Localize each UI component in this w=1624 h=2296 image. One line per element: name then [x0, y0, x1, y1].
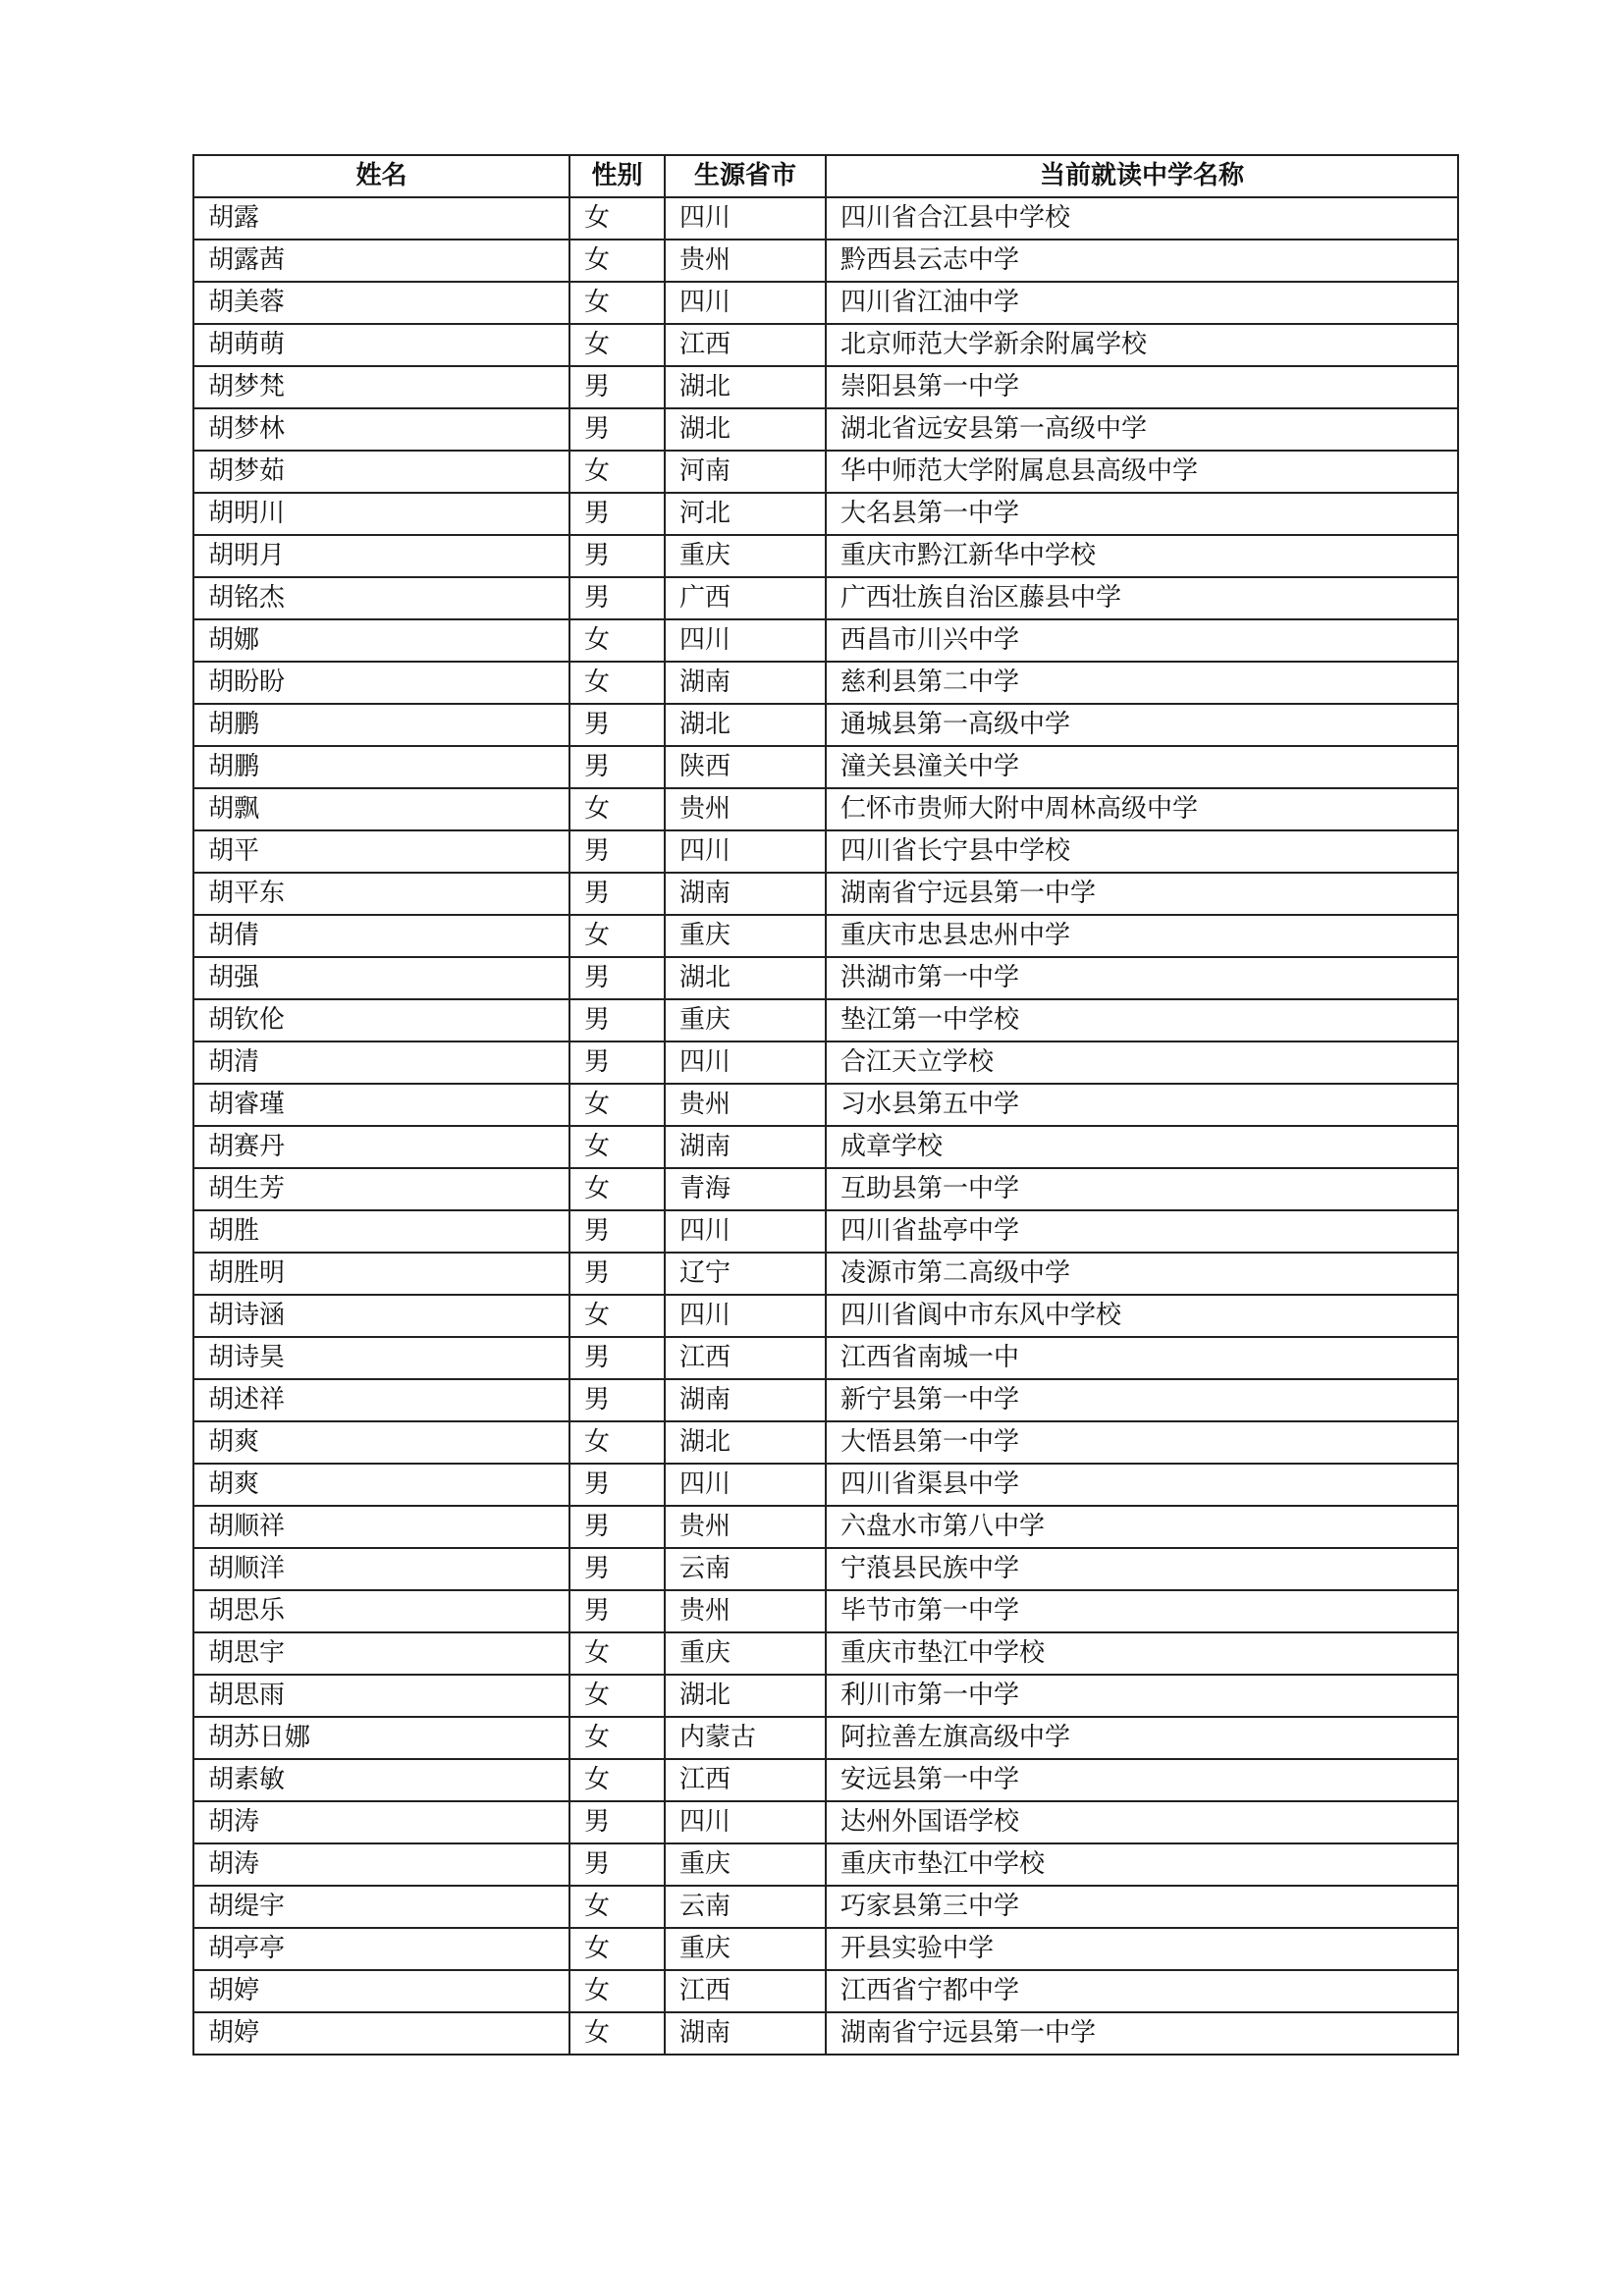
table-row: [193, 282, 1458, 324]
cell-gender: 男: [569, 704, 665, 746]
cell-school: 仁怀市贵师大附中周林高级中学: [826, 788, 1458, 830]
cell-name: 胡亭亭: [193, 1928, 569, 1970]
cell-province: 贵州: [665, 788, 826, 830]
cell-gender: 女: [569, 282, 665, 324]
cell-name: 胡诗昊: [193, 1337, 569, 1379]
cell-gender: 男: [569, 830, 665, 873]
cell-school: 四川省合江县中学校: [826, 197, 1458, 240]
table-row: [193, 746, 1458, 788]
cell-gender: 女: [569, 1168, 665, 1210]
cell-name: 胡明川: [193, 493, 569, 535]
cell-province: 湖南: [665, 1126, 826, 1168]
table-row: [193, 619, 1458, 662]
cell-gender: 女: [569, 1759, 665, 1801]
table-row: [193, 1041, 1458, 1084]
table-row: [193, 1632, 1458, 1675]
cell-gender: 女: [569, 1084, 665, 1126]
cell-province: 江西: [665, 1759, 826, 1801]
cell-gender: 女: [569, 2012, 665, 2055]
cell-gender: 女: [569, 1421, 665, 1464]
cell-name: 胡梦林: [193, 408, 569, 451]
cell-school: 黔西县云志中学: [826, 240, 1458, 282]
cell-school: 合江天立学校: [826, 1041, 1458, 1084]
cell-gender: 男: [569, 1548, 665, 1590]
cell-name: 胡诗涵: [193, 1295, 569, 1337]
cell-province: 四川: [665, 1464, 826, 1506]
cell-school: 四川省长宁县中学校: [826, 830, 1458, 873]
table-row: [193, 1801, 1458, 1843]
cell-school: 江西省宁都中学: [826, 1970, 1458, 2012]
cell-gender: 男: [569, 493, 665, 535]
cell-gender: 男: [569, 1041, 665, 1084]
cell-gender: 女: [569, 197, 665, 240]
table-row: [193, 1759, 1458, 1801]
table-row: [193, 957, 1458, 999]
cell-gender: 女: [569, 662, 665, 704]
cell-gender: 女: [569, 1886, 665, 1928]
cell-name: 胡爽: [193, 1464, 569, 1506]
cell-school: 开县实验中学: [826, 1928, 1458, 1970]
table-row: [193, 1464, 1458, 1506]
cell-gender: 女: [569, 1970, 665, 2012]
cell-province: 湖南: [665, 1379, 826, 1421]
cell-name: 胡顺祥: [193, 1506, 569, 1548]
cell-province: 贵州: [665, 1590, 826, 1632]
cell-name: 胡缇宇: [193, 1886, 569, 1928]
cell-province: 湖南: [665, 2012, 826, 2055]
cell-province: 江西: [665, 1970, 826, 2012]
cell-name: 胡涛: [193, 1843, 569, 1886]
cell-gender: 男: [569, 1843, 665, 1886]
table-row: [193, 1379, 1458, 1421]
table-row: [193, 1928, 1458, 1970]
header-school: 当前就读中学名称: [826, 155, 1458, 197]
cell-school: 大悟县第一中学: [826, 1421, 1458, 1464]
cell-province: 陕西: [665, 746, 826, 788]
cell-gender: 女: [569, 1632, 665, 1675]
cell-province: 辽宁: [665, 1253, 826, 1295]
table-row: [193, 535, 1458, 577]
cell-school: 宁蒗县民族中学: [826, 1548, 1458, 1590]
cell-province: 湖北: [665, 704, 826, 746]
cell-name: 胡鹏: [193, 746, 569, 788]
cell-province: 河南: [665, 451, 826, 493]
table-row: [193, 1168, 1458, 1210]
cell-province: 贵州: [665, 1084, 826, 1126]
table-row: [193, 1421, 1458, 1464]
cell-province: 内蒙古: [665, 1717, 826, 1759]
cell-name: 胡赛丹: [193, 1126, 569, 1168]
cell-province: 四川: [665, 1041, 826, 1084]
cell-name: 胡生芳: [193, 1168, 569, 1210]
table-row: [193, 830, 1458, 873]
table-row: [193, 1337, 1458, 1379]
table-row: [193, 999, 1458, 1041]
cell-gender: 男: [569, 577, 665, 619]
cell-name: 胡盼盼: [193, 662, 569, 704]
cell-name: 胡涛: [193, 1801, 569, 1843]
cell-gender: 女: [569, 788, 665, 830]
cell-name: 胡苏日娜: [193, 1717, 569, 1759]
table-row: [193, 1970, 1458, 2012]
table-row: [193, 451, 1458, 493]
cell-school: 巧家县第三中学: [826, 1886, 1458, 1928]
cell-name: 胡述祥: [193, 1379, 569, 1421]
table-row: [193, 366, 1458, 408]
cell-school: 四川省阆中市东风中学校: [826, 1295, 1458, 1337]
table-row: [193, 1717, 1458, 1759]
header-province: 生源省市: [665, 155, 826, 197]
cell-province: 四川: [665, 282, 826, 324]
cell-gender: 女: [569, 1126, 665, 1168]
cell-school: 凌源市第二高级中学: [826, 1253, 1458, 1295]
cell-school: 新宁县第一中学: [826, 1379, 1458, 1421]
cell-name: 胡飘: [193, 788, 569, 830]
cell-province: 湖南: [665, 662, 826, 704]
cell-name: 胡美蓉: [193, 282, 569, 324]
cell-name: 胡素敏: [193, 1759, 569, 1801]
cell-name: 胡清: [193, 1041, 569, 1084]
cell-province: 重庆: [665, 535, 826, 577]
cell-name: 胡胜: [193, 1210, 569, 1253]
cell-name: 胡思雨: [193, 1675, 569, 1717]
cell-name: 胡思乐: [193, 1590, 569, 1632]
cell-province: 四川: [665, 1210, 826, 1253]
table-row: [193, 1084, 1458, 1126]
cell-gender: 男: [569, 957, 665, 999]
table-row: [193, 2012, 1458, 2055]
table-row: [193, 1210, 1458, 1253]
cell-gender: 男: [569, 1801, 665, 1843]
cell-school: 洪湖市第一中学: [826, 957, 1458, 999]
table-row: [193, 1886, 1458, 1928]
cell-province: 湖北: [665, 408, 826, 451]
cell-gender: 男: [569, 366, 665, 408]
table-row: [193, 1590, 1458, 1632]
cell-province: 贵州: [665, 240, 826, 282]
table-row: [193, 577, 1458, 619]
cell-province: 江西: [665, 324, 826, 366]
cell-gender: 男: [569, 535, 665, 577]
cell-gender: 男: [569, 1253, 665, 1295]
cell-school: 四川省渠县中学: [826, 1464, 1458, 1506]
cell-school: 毕节市第一中学: [826, 1590, 1458, 1632]
cell-province: 湖北: [665, 1421, 826, 1464]
cell-school: 四川省盐亭中学: [826, 1210, 1458, 1253]
cell-gender: 男: [569, 1464, 665, 1506]
table-row: [193, 408, 1458, 451]
cell-school: 重庆市垫江中学校: [826, 1632, 1458, 1675]
cell-gender: 男: [569, 999, 665, 1041]
table-row: [193, 662, 1458, 704]
table-row: [193, 1548, 1458, 1590]
cell-province: 广西: [665, 577, 826, 619]
cell-school: 四川省江油中学: [826, 282, 1458, 324]
cell-province: 重庆: [665, 915, 826, 957]
cell-name: 胡平东: [193, 873, 569, 915]
cell-name: 胡梦梵: [193, 366, 569, 408]
cell-gender: 女: [569, 1295, 665, 1337]
cell-school: 重庆市黔江新华中学校: [826, 535, 1458, 577]
table-row: [193, 1675, 1458, 1717]
cell-name: 胡钦伦: [193, 999, 569, 1041]
cell-school: 互助县第一中学: [826, 1168, 1458, 1210]
cell-name: 胡平: [193, 830, 569, 873]
cell-school: 阿拉善左旗高级中学: [826, 1717, 1458, 1759]
cell-gender: 女: [569, 324, 665, 366]
cell-school: 重庆市忠县忠州中学: [826, 915, 1458, 957]
cell-gender: 女: [569, 451, 665, 493]
cell-gender: 男: [569, 1379, 665, 1421]
cell-school: 湖南省宁远县第一中学: [826, 873, 1458, 915]
cell-school: 慈利县第二中学: [826, 662, 1458, 704]
cell-school: 安远县第一中学: [826, 1759, 1458, 1801]
cell-province: 重庆: [665, 1843, 826, 1886]
cell-gender: 女: [569, 240, 665, 282]
cell-province: 重庆: [665, 1632, 826, 1675]
cell-province: 青海: [665, 1168, 826, 1210]
cell-gender: 男: [569, 746, 665, 788]
cell-province: 贵州: [665, 1506, 826, 1548]
header-name: 姓名: [193, 155, 569, 197]
table-body: [193, 197, 1458, 2055]
cell-province: 湖南: [665, 873, 826, 915]
cell-school: 北京师范大学新余附属学校: [826, 324, 1458, 366]
cell-province: 湖北: [665, 1675, 826, 1717]
cell-province: 四川: [665, 1801, 826, 1843]
cell-name: 胡铭杰: [193, 577, 569, 619]
table-row: [193, 873, 1458, 915]
cell-school: 潼关县潼关中学: [826, 746, 1458, 788]
cell-name: 胡明月: [193, 535, 569, 577]
table-header: [193, 155, 1458, 197]
cell-name: 胡娜: [193, 619, 569, 662]
cell-province: 江西: [665, 1337, 826, 1379]
cell-province: 湖北: [665, 366, 826, 408]
cell-province: 云南: [665, 1886, 826, 1928]
cell-name: 胡倩: [193, 915, 569, 957]
cell-gender: 男: [569, 1590, 665, 1632]
cell-school: 六盘水市第八中学: [826, 1506, 1458, 1548]
cell-province: 云南: [665, 1548, 826, 1590]
cell-gender: 女: [569, 1928, 665, 1970]
cell-school: 江西省南城一中: [826, 1337, 1458, 1379]
table-row: [193, 788, 1458, 830]
table-row: [193, 1506, 1458, 1548]
cell-province: 四川: [665, 1295, 826, 1337]
header-row: [193, 155, 1458, 197]
student-table: [192, 154, 1459, 2056]
cell-province: 四川: [665, 830, 826, 873]
cell-name: 胡婷: [193, 1970, 569, 2012]
cell-school: 重庆市垫江中学校: [826, 1843, 1458, 1886]
cell-school: 大名县第一中学: [826, 493, 1458, 535]
cell-name: 胡萌萌: [193, 324, 569, 366]
cell-province: 四川: [665, 197, 826, 240]
cell-gender: 女: [569, 915, 665, 957]
cell-name: 胡梦茹: [193, 451, 569, 493]
cell-school: 成章学校: [826, 1126, 1458, 1168]
cell-school: 通城县第一高级中学: [826, 704, 1458, 746]
cell-name: 胡强: [193, 957, 569, 999]
cell-school: 利川市第一中学: [826, 1675, 1458, 1717]
table-row: [193, 704, 1458, 746]
cell-school: 广西壮族自治区藤县中学: [826, 577, 1458, 619]
cell-gender: 男: [569, 1506, 665, 1548]
table-row: [193, 324, 1458, 366]
cell-school: 习水县第五中学: [826, 1084, 1458, 1126]
cell-province: 湖北: [665, 957, 826, 999]
cell-name: 胡露: [193, 197, 569, 240]
cell-province: 重庆: [665, 999, 826, 1041]
cell-gender: 男: [569, 1210, 665, 1253]
cell-name: 胡睿瑾: [193, 1084, 569, 1126]
cell-province: 四川: [665, 619, 826, 662]
table-row: [193, 493, 1458, 535]
table-row: [193, 1843, 1458, 1886]
cell-name: 胡顺洋: [193, 1548, 569, 1590]
cell-gender: 男: [569, 408, 665, 451]
cell-name: 胡思宇: [193, 1632, 569, 1675]
cell-gender: 男: [569, 873, 665, 915]
cell-gender: 女: [569, 1717, 665, 1759]
table-row: [193, 915, 1458, 957]
cell-school: 达州外国语学校: [826, 1801, 1458, 1843]
cell-school: 湖北省远安县第一高级中学: [826, 408, 1458, 451]
cell-province: 重庆: [665, 1928, 826, 1970]
table-row: [193, 1126, 1458, 1168]
cell-province: 河北: [665, 493, 826, 535]
cell-name: 胡胜明: [193, 1253, 569, 1295]
cell-gender: 女: [569, 1675, 665, 1717]
header-gender: 性别: [569, 155, 665, 197]
cell-school: 西昌市川兴中学: [826, 619, 1458, 662]
table-row: [193, 240, 1458, 282]
cell-school: 华中师范大学附属息县高级中学: [826, 451, 1458, 493]
cell-gender: 男: [569, 1337, 665, 1379]
cell-name: 胡露茜: [193, 240, 569, 282]
table-row: [193, 1295, 1458, 1337]
cell-name: 胡爽: [193, 1421, 569, 1464]
cell-name: 胡鹏: [193, 704, 569, 746]
cell-school: 垫江第一中学校: [826, 999, 1458, 1041]
cell-school: 湖南省宁远县第一中学: [826, 2012, 1458, 2055]
table-row: [193, 197, 1458, 240]
cell-school: 崇阳县第一中学: [826, 366, 1458, 408]
cell-name: 胡婷: [193, 2012, 569, 2055]
table-row: [193, 1253, 1458, 1295]
cell-gender: 女: [569, 619, 665, 662]
